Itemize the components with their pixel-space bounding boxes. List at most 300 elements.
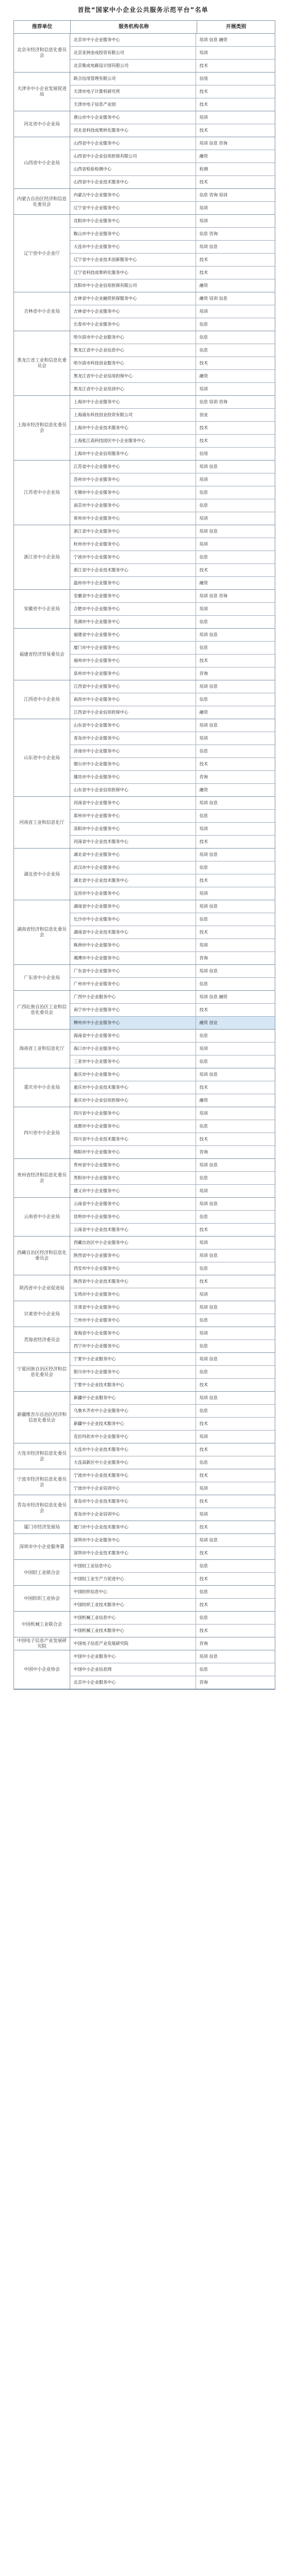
org-name-cell: 中国机械工业技术服务中心: [70, 1625, 196, 1637]
recommender-group: [14, 1030, 275, 1068]
org-name-cell: 长沙市中小企业服务中心: [70, 913, 196, 926]
services-cell: 融资: [199, 787, 208, 792]
recommender-cell: 北京市经济和信息化委员会: [14, 34, 70, 72]
services-cell: 融资: [199, 283, 208, 288]
header-org-name: 服务机构名称: [71, 21, 197, 33]
services-cell: 信息: [199, 1266, 208, 1271]
table-row: [70, 1534, 275, 1547]
org-name-cell: 唐山市中小企业服务中心: [70, 111, 196, 124]
recommender-cell: 中国纺织工业协会: [14, 1586, 70, 1611]
table-row: [70, 965, 275, 978]
table-row: [70, 1612, 275, 1625]
org-name-cell: 中国机械工业信息中心: [70, 1612, 196, 1624]
table-row: [70, 680, 275, 693]
recommender-cell: 四川省中小企业局: [14, 1107, 70, 1158]
table-row: [70, 1043, 275, 1055]
org-name-cell: 江西省中小企业服务中心: [70, 680, 196, 693]
header-recommender: 推荐单位: [14, 21, 71, 33]
table-row: [70, 73, 275, 85]
recommender-cell: 江西省中小企业局: [14, 680, 70, 719]
services-cell: 技术: [199, 658, 208, 663]
recommender-cell: 西藏自治区经济和信息化委员会: [14, 1237, 70, 1275]
page-title: 首批“国家中小企业公共服务示范平台”名单: [78, 6, 208, 13]
org-name-cell: 长春市中小企业服务中心: [70, 318, 196, 331]
recommender-group: [14, 1275, 275, 1301]
recommender-cell: 新疆维吾尔自治区经济和信息化委员会: [14, 1392, 70, 1443]
services-cell: 技术: [199, 1382, 208, 1387]
org-rows: [70, 797, 275, 848]
org-rows: [70, 1495, 275, 1521]
recommender-cell: 河北省中小企业局: [14, 111, 70, 137]
org-name-cell: 柳州市中小企业服务中心: [70, 1017, 196, 1029]
recommender-group: [14, 1534, 275, 1560]
org-name-cell: 浙江省中小企业服务中心: [70, 525, 196, 538]
table-row: [70, 1418, 275, 1431]
services-cell: 信息: [199, 1124, 208, 1129]
services-cell: 培训 信息: [199, 1162, 218, 1167]
recommender-group: [14, 1560, 275, 1586]
recommender-group: [14, 1495, 275, 1521]
org-name-cell: 郑州市中小企业服务中心: [70, 810, 196, 822]
table-row-highlighted: [70, 1017, 275, 1029]
table-row: [70, 1301, 275, 1314]
table-row: [70, 1469, 275, 1482]
org-name-cell: 厦门市中小企业服务中心: [70, 642, 196, 654]
services-cell: 培训 信息: [199, 1305, 218, 1310]
services-cell: 技术: [199, 1421, 208, 1426]
services-cell: 技术: [199, 179, 208, 184]
org-name-cell: 南宁市中小企业服务中心: [70, 1004, 196, 1016]
services-cell: 信息: [199, 322, 208, 327]
recommender-cell: 深圳市中小企业服务署: [14, 1534, 70, 1559]
table-row: [70, 577, 275, 589]
services-cell: 技术: [199, 1524, 208, 1530]
services-cell: 培训: [199, 386, 208, 391]
recommender-group: [14, 215, 275, 292]
org-name-cell: 泉州市中小企业服务中心: [70, 667, 196, 680]
table-row: [70, 1482, 275, 1495]
org-name-cell: 江苏省中小企业服务中心: [70, 461, 196, 473]
org-name-cell: 湘潭市中小企业服务中心: [70, 952, 196, 964]
services-cell: 培训: [199, 1188, 208, 1193]
recommender-cell: 重庆市中小企业局: [14, 1068, 70, 1107]
org-name-cell: 深圳市中小企业服务中心: [70, 1534, 196, 1546]
table-row: [70, 667, 275, 680]
services-cell: 技术: [199, 1576, 208, 1581]
services-cell: 信息: [199, 1369, 208, 1374]
services-cell: 信息: [199, 813, 208, 818]
table-row: [70, 331, 275, 344]
org-rows: [70, 396, 275, 460]
table-row: [70, 305, 275, 318]
recommender-cell: 湖南省经济和信息化委员会: [14, 900, 70, 964]
recommender-cell: 天津市中小企业发展促进局: [14, 73, 70, 111]
org-rows: [70, 215, 275, 292]
org-name-cell: 湖南省中小企业技术服务中心: [70, 926, 196, 939]
table-row: [70, 47, 275, 60]
org-name-cell: 上海市中小企业服务中心: [70, 396, 196, 408]
recommender-group: [14, 1159, 275, 1198]
services-cell: 培训 信息: [199, 723, 218, 728]
recommender-cell: 广西壮族自治区工业和信息化委员会: [14, 991, 70, 1029]
table-row: [70, 1275, 275, 1288]
recommender-group: [14, 137, 275, 189]
services-cell: 信息 培训 咨询: [199, 399, 228, 404]
services-cell: 培训: [199, 477, 208, 482]
recommender-group: [14, 680, 275, 719]
org-name-cell: 联合信用管理有限公司: [70, 73, 196, 85]
services-cell: 融资 培训 信息: [199, 296, 228, 301]
org-name-cell: 河北省科技成果转化服务中心: [70, 124, 196, 137]
table-row: [70, 1314, 275, 1327]
recommender-cell: 浙江省中小企业局: [14, 525, 70, 589]
table-row: [70, 784, 275, 796]
services-cell: 融资: [199, 710, 208, 715]
table-row: [70, 512, 275, 525]
recommender-group: [14, 629, 275, 680]
table-row: [70, 1172, 275, 1185]
org-rows: [70, 1327, 275, 1352]
table-row: [70, 1146, 275, 1158]
table-row: [70, 383, 275, 395]
org-name-cell: 南京市中小企业服务中心: [70, 499, 196, 512]
table-row: [70, 719, 275, 732]
recommender-cell: 陕西省中小企业促进局: [14, 1275, 70, 1301]
recommender-group: [14, 1469, 275, 1495]
org-name-cell: 辽宁省中小企业服务中心: [70, 202, 196, 214]
services-cell: 咨询: [199, 774, 208, 779]
table-row: [70, 810, 275, 823]
services-cell: 培训: [199, 1434, 208, 1439]
services-cell: 培训 信息: [199, 1201, 218, 1206]
org-rows: [70, 1469, 275, 1495]
recommender-group: [14, 1637, 275, 1650]
services-cell: 培训 信息: [199, 684, 218, 689]
recommender-group: [14, 1198, 275, 1237]
table-row: [70, 758, 275, 771]
table-row: [70, 1004, 275, 1017]
services-cell: 培训 信息: [199, 464, 218, 469]
services-cell: 培训 信息: [199, 968, 218, 973]
services-cell: 信息: [199, 1214, 208, 1219]
recommender-group: [14, 1586, 275, 1612]
table-row: [70, 991, 275, 1004]
services-cell: 技术: [199, 1447, 208, 1452]
table-row: [70, 551, 275, 564]
table-row: [70, 1185, 275, 1197]
recommender-group: [14, 73, 275, 111]
org-rows: [70, 1443, 275, 1469]
table-row: [70, 939, 275, 952]
services-cell: 信息 咨询 培训: [199, 192, 228, 197]
org-name-cell: 新疆中小企业技术服务中心: [70, 1418, 196, 1430]
services-cell: 融资 创业: [199, 1020, 218, 1025]
recommender-group: [14, 1650, 275, 1689]
table-row: [70, 874, 275, 887]
org-name-cell: 海口市中小企业服务中心: [70, 1043, 196, 1055]
recommender-group: [14, 1301, 275, 1327]
table-row: [70, 189, 275, 202]
org-rows: [70, 292, 275, 331]
org-name-cell: 内蒙古中小企业服务中心: [70, 189, 196, 201]
table-row: [70, 732, 275, 745]
table-row: [70, 978, 275, 990]
table-row: [70, 461, 275, 473]
org-rows: [70, 680, 275, 719]
org-name-cell: 广东省中小企业服务中心: [70, 965, 196, 977]
org-name-cell: 青岛市中小企业服务中心: [70, 732, 196, 745]
table-row: [70, 1327, 275, 1340]
services-cell: 技术: [199, 63, 208, 68]
services-cell: 培训 信息: [199, 852, 218, 857]
org-name-cell: 宜昌市中小企业服务中心: [70, 887, 196, 900]
services-cell: 培训 信息: [199, 904, 218, 909]
table-row: [70, 1030, 275, 1043]
table-row: [70, 228, 275, 241]
org-rows: [70, 965, 275, 990]
org-rows: [70, 1586, 275, 1611]
services-cell: 培训 信息 咨询: [199, 593, 228, 598]
org-name-cell: 宁波市中小企业培训中心: [70, 1482, 196, 1495]
org-name-cell: 西宁市中小企业服务中心: [70, 1340, 196, 1352]
services-cell: 信息: [199, 490, 208, 495]
org-name-cell: 北京中小企业服务中心: [70, 1676, 196, 1689]
org-rows: [70, 590, 275, 628]
table-row: [70, 525, 275, 538]
org-name-cell: 陕西省中小企业技术服务中心: [70, 1275, 196, 1288]
table-row: [70, 357, 275, 370]
org-name-cell: 上海浦东科技创业投资有限公司: [70, 409, 196, 421]
org-name-cell: 浙江省中小企业技术服务中心: [70, 564, 196, 576]
org-rows: [70, 189, 275, 214]
org-rows: [70, 1198, 275, 1236]
table-row: [70, 887, 275, 900]
services-cell: 信息: [199, 1343, 208, 1348]
table-row: [70, 836, 275, 848]
services-cell: 培训 信息: [199, 1356, 218, 1361]
org-name-cell: 四川省中小企业技术服务中心: [70, 1133, 196, 1145]
org-name-cell: 克拉玛依市中小企业服务中心: [70, 1431, 196, 1443]
services-cell: 咨询: [199, 1149, 208, 1154]
org-name-cell: 无锡市中小企业服务中心: [70, 486, 196, 499]
org-rows: [70, 331, 275, 395]
table-row: [70, 655, 275, 667]
recommender-group: [14, 1392, 275, 1443]
services-cell: 技术: [199, 930, 208, 935]
org-name-cell: 遵义市中小企业服务中心: [70, 1185, 196, 1197]
table-row: [70, 1211, 275, 1224]
table-row: [70, 564, 275, 577]
recommender-cell: 上海市经济和信息化委员会: [14, 396, 70, 460]
org-name-cell: 成都市中小企业服务中心: [70, 1120, 196, 1133]
table-row: [70, 34, 275, 47]
services-cell: 信息: [199, 1408, 208, 1413]
table-row: [70, 292, 275, 305]
services-cell: 培训: [199, 1111, 208, 1116]
table-row: [70, 473, 275, 486]
services-cell: 技术: [199, 1628, 208, 1633]
services-cell: 技术: [199, 878, 208, 883]
table-row: [70, 1405, 275, 1418]
services-cell: 技术: [199, 1279, 208, 1284]
services-cell: 技术: [199, 257, 208, 262]
org-name-cell: 山西省检验检测中心: [70, 163, 196, 175]
table-row: [70, 1340, 275, 1352]
org-rows: [70, 1107, 275, 1158]
org-rows: [70, 1521, 275, 1533]
org-rows: [70, 111, 275, 137]
org-name-cell: 乌鲁木齐市中小企业服务中心: [70, 1405, 196, 1417]
org-rows: [70, 137, 275, 188]
org-name-cell: 温州市中小企业服务中心: [70, 577, 196, 589]
table-row: [70, 1133, 275, 1146]
recommender-cell: 宁波市经济和信息化委员会: [14, 1469, 70, 1495]
org-rows: [70, 1560, 275, 1585]
table-row: [70, 1663, 275, 1676]
table-row: [70, 1224, 275, 1236]
org-name-cell: 广州市中小企业服务中心: [70, 978, 196, 990]
table-row: [70, 1586, 275, 1599]
table-row: [70, 1120, 275, 1133]
org-name-cell: 中国中小企业服务中心: [70, 1650, 196, 1663]
org-name-cell: 黑龙江省中小企业信息中心: [70, 344, 196, 357]
table-row: [70, 60, 275, 72]
services-cell: 信息: [199, 645, 208, 650]
table-row: [70, 422, 275, 435]
table-row: [70, 1443, 275, 1456]
services-cell: 培训 信息: [199, 1537, 218, 1542]
services-cell: 信息: [199, 697, 208, 702]
org-name-cell: 株洲市中小企业服务中心: [70, 939, 196, 951]
org-name-cell: 重庆市中小企业信用担保中心: [70, 1094, 196, 1107]
recommender-cell: 辽宁省中小企业厅: [14, 215, 70, 292]
table-row: [70, 1068, 275, 1081]
recommender-group: [14, 34, 275, 73]
table-row: [70, 1237, 275, 1249]
table-row: [70, 1379, 275, 1391]
org-rows: [70, 900, 275, 964]
services-cell: 培训 信息 融资: [199, 37, 228, 42]
org-name-cell: 宝鸡市中小企业服务中心: [70, 1288, 196, 1301]
table-row: [70, 486, 275, 499]
services-cell: 信息: [199, 748, 208, 754]
services-cell: 培训 信息: [199, 1072, 218, 1077]
services-cell: 咨询: [199, 955, 208, 960]
services-cell: 检测: [199, 166, 208, 172]
org-name-cell: 上海市中小企业技术服务中心: [70, 422, 196, 434]
services-cell: 信息: [199, 865, 208, 870]
recommender-cell: 海南省工业和信息化厅: [14, 1030, 70, 1068]
table-row: [70, 85, 275, 98]
org-rows: [70, 461, 275, 525]
recommender-cell: 内蒙古自治区经济和信息化委员会: [14, 189, 70, 214]
table-row: [70, 150, 275, 163]
recommender-group: [14, 331, 275, 396]
services-cell: 信用: [199, 76, 208, 81]
recommender-group: [14, 1521, 275, 1534]
org-name-cell: 陕西省中小企业服务中心: [70, 1249, 196, 1262]
recommender-group: [14, 461, 275, 525]
table-row: [70, 111, 275, 124]
recommender-cell: 青海省经济委员会: [14, 1327, 70, 1352]
recommender-group: [14, 900, 275, 965]
table-row: [70, 1650, 275, 1663]
org-name-cell: 福州市中小企业服务中心: [70, 655, 196, 667]
org-rows: [70, 1534, 275, 1559]
org-rows: [70, 73, 275, 111]
table-row: [70, 693, 275, 706]
services-cell: 信息: [199, 1318, 208, 1323]
org-name-cell: 青海省中小企业服务中心: [70, 1327, 196, 1339]
org-name-cell: 银川市中小企业服务中心: [70, 1366, 196, 1378]
services-cell: 培训: [199, 606, 208, 611]
services-cell: 信息: [199, 1563, 208, 1568]
org-name-cell: 苏州市中小企业服务中心: [70, 473, 196, 486]
services-cell: 技术: [199, 360, 208, 366]
org-name-cell: 中国纺织工业技术服务中心: [70, 1599, 196, 1611]
org-rows: [70, 1301, 275, 1327]
services-cell: 技术: [199, 1085, 208, 1090]
recommender-group: [14, 292, 275, 331]
org-name-cell: 大连市中小企业服务中心: [70, 241, 196, 253]
services-cell: 技术: [199, 1602, 208, 1607]
services-cell: 融资: [199, 373, 208, 378]
table-header: [14, 21, 275, 34]
org-name-cell: 黑龙江省中小企业信用担保中心: [70, 370, 196, 382]
org-name-cell: 河南省中小企业技术服务中心: [70, 836, 196, 848]
table-row: [70, 254, 275, 267]
table-row: [70, 1495, 275, 1508]
table-body: [14, 34, 275, 1689]
services-cell: 信息: [199, 1615, 208, 1620]
org-name-cell: 贵州省中小企业服务中心: [70, 1159, 196, 1171]
org-name-cell: 宁波市中小企业技术服务中心: [70, 1469, 196, 1482]
services-cell: 技术: [199, 1550, 208, 1555]
org-name-cell: 济南市中小企业服务中心: [70, 745, 196, 757]
org-name-cell: 吉林省中小企业融资担保服务中心: [70, 292, 196, 305]
table-row: [70, 176, 275, 188]
org-name-cell: 上海市中小企业信用服务中心: [70, 448, 196, 460]
org-name-cell: 黑龙江省中小企业培训中心: [70, 383, 196, 395]
org-rows: [70, 849, 275, 900]
recommender-cell: 甘肃省中小企业局: [14, 1301, 70, 1327]
recommender-cell: 中国电子信息产业发展研究院: [14, 1637, 70, 1650]
services-cell: 信息: [199, 503, 208, 508]
services-cell: 信息: [199, 1460, 208, 1465]
services-cell: 培训: [199, 542, 208, 547]
org-name-cell: 烟台市中小企业服务中心: [70, 758, 196, 770]
services-cell: 信息: [199, 917, 208, 922]
services-cell: 咨询: [199, 1641, 208, 1646]
recommender-group: [14, 1612, 275, 1637]
services-cell: 技术: [199, 128, 208, 133]
services-cell: 技术: [199, 102, 208, 107]
recommender-group: [14, 1237, 275, 1275]
services-cell: 技术: [199, 1227, 208, 1232]
table-row: [70, 1676, 275, 1689]
org-name-cell: 重庆市中小企业技术服务中心: [70, 1081, 196, 1094]
services-cell: 技术: [199, 761, 208, 766]
org-name-cell: 广西中小企业服务中心: [70, 991, 196, 1003]
org-name-cell: 常州市中小企业服务中心: [70, 512, 196, 525]
table-row: [70, 629, 275, 642]
org-name-cell: 芜湖市中小企业服务中心: [70, 616, 196, 628]
org-name-cell: 云南省中小企业技术服务中心: [70, 1224, 196, 1236]
org-name-cell: 山西省中小企业服务中心: [70, 137, 196, 150]
table-row: [70, 1159, 275, 1172]
recommender-cell: 湖北省中小企业局: [14, 849, 70, 900]
org-name-cell: 沈阳市中小企业信用担保有限公司: [70, 279, 196, 292]
